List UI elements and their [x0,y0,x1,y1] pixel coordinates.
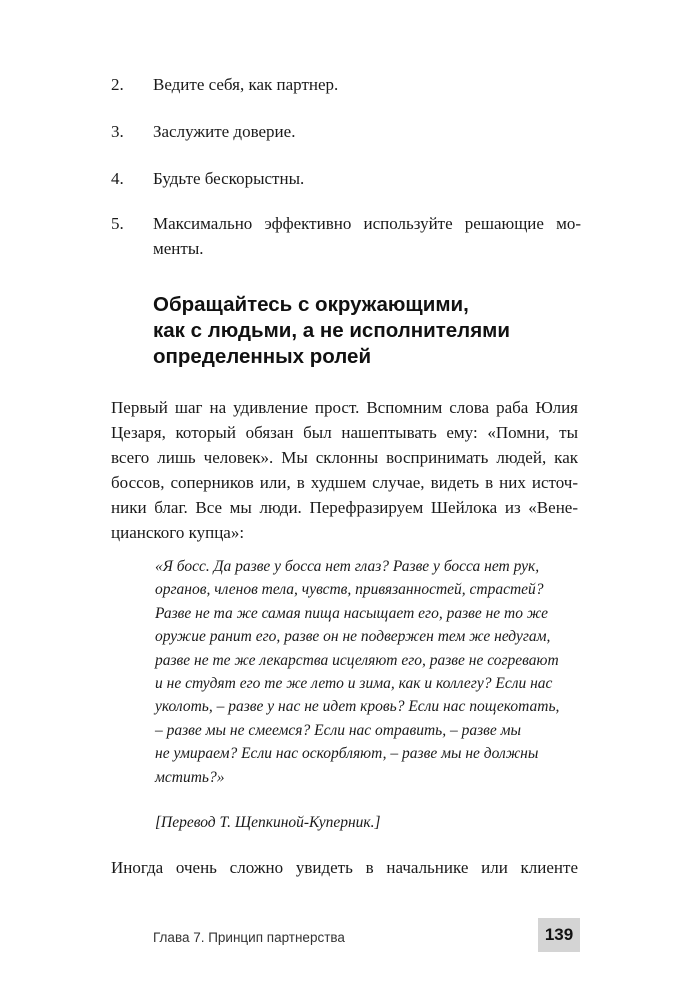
list-text-line: менты. [153,239,204,258]
quote-line: уколоть, – разве у нас не идет кровь? Если нас пощекотать, [155,698,560,716]
quote-line: Разве не та же самая пища насыщает его, разве не то же [155,604,548,622]
quote-line: органов, членов тела, чувств, привязанностей, страстей? [155,581,544,599]
list-number: 3. [111,122,124,141]
running-footer-chapter: Глава 7. Принцип партнерства [153,930,345,945]
paragraph-line: ники благ. Все мы люди. Перефразируем Шейлока из «Вене- [111,498,578,517]
heading-line: Обращайтесь с окружающими, [153,293,469,316]
paragraph-line: всего лишь человек». Мы склонны воспринимать людей, как [111,448,578,467]
heading-line: как с людьми, а не исполнителями [153,319,510,342]
paragraph-line: Цезаря, который обязан был нашептывать ему: «Помни, ты [111,423,578,442]
quote-line: «Я босс. Да разве у босса нет глаз? Разве у босса нет рук, [155,558,540,575]
list-text-line: Ведите себя, как партнер. [153,75,339,94]
list-text [153,211,581,261]
paragraph-line: Иногда очень сложно увидеть в начальнике или клиенте [111,858,578,877]
paragraph-line: цианского купца»: [111,523,245,542]
list-number: 4. [111,169,124,188]
page-number: 139 [538,918,580,952]
quote-line: не умираем? Если нас оскорбляют, – разве мы не должны [155,745,539,763]
section-heading [153,292,583,370]
list-number: 5. [111,214,124,233]
list-text-line: Будьте бескорыстны. [153,169,305,188]
paragraph-line: Первый шаг на удивление прост. Вспомним слова раба Юлия [111,398,578,417]
quote-line: и не студят его те же лето и зима, как и коллегу? Если нас [155,675,553,693]
quote-line: оружие ранит его, разве он не подвержен тем же недугам, [155,628,551,646]
block-quote [155,555,562,789]
body-paragraph [111,855,578,880]
quote-line: разве не те же лекарства исцеляют его, разве не согревают [155,651,559,669]
quote-line: мстить?» [155,768,225,786]
list-text [153,166,581,191]
quote-attribution: [Перевод Т. Щепкиной-Куперник.] [155,814,381,831]
list-number: 2. [111,75,124,94]
body-paragraph [111,395,578,545]
heading-line: определенных ролей [153,345,372,368]
list-text-line: Заслужите доверие. [153,122,296,141]
list-text-line: Максимально эффективно используйте решающие мо- [153,214,581,233]
paragraph-line: боссов, соперников или, в худшем случае, видеть в них источ- [111,473,578,492]
list-text [153,72,581,97]
list-text [153,119,581,144]
quote-line: – разве мы не смеемся? Если нас отравить, – разве мы [155,721,521,739]
